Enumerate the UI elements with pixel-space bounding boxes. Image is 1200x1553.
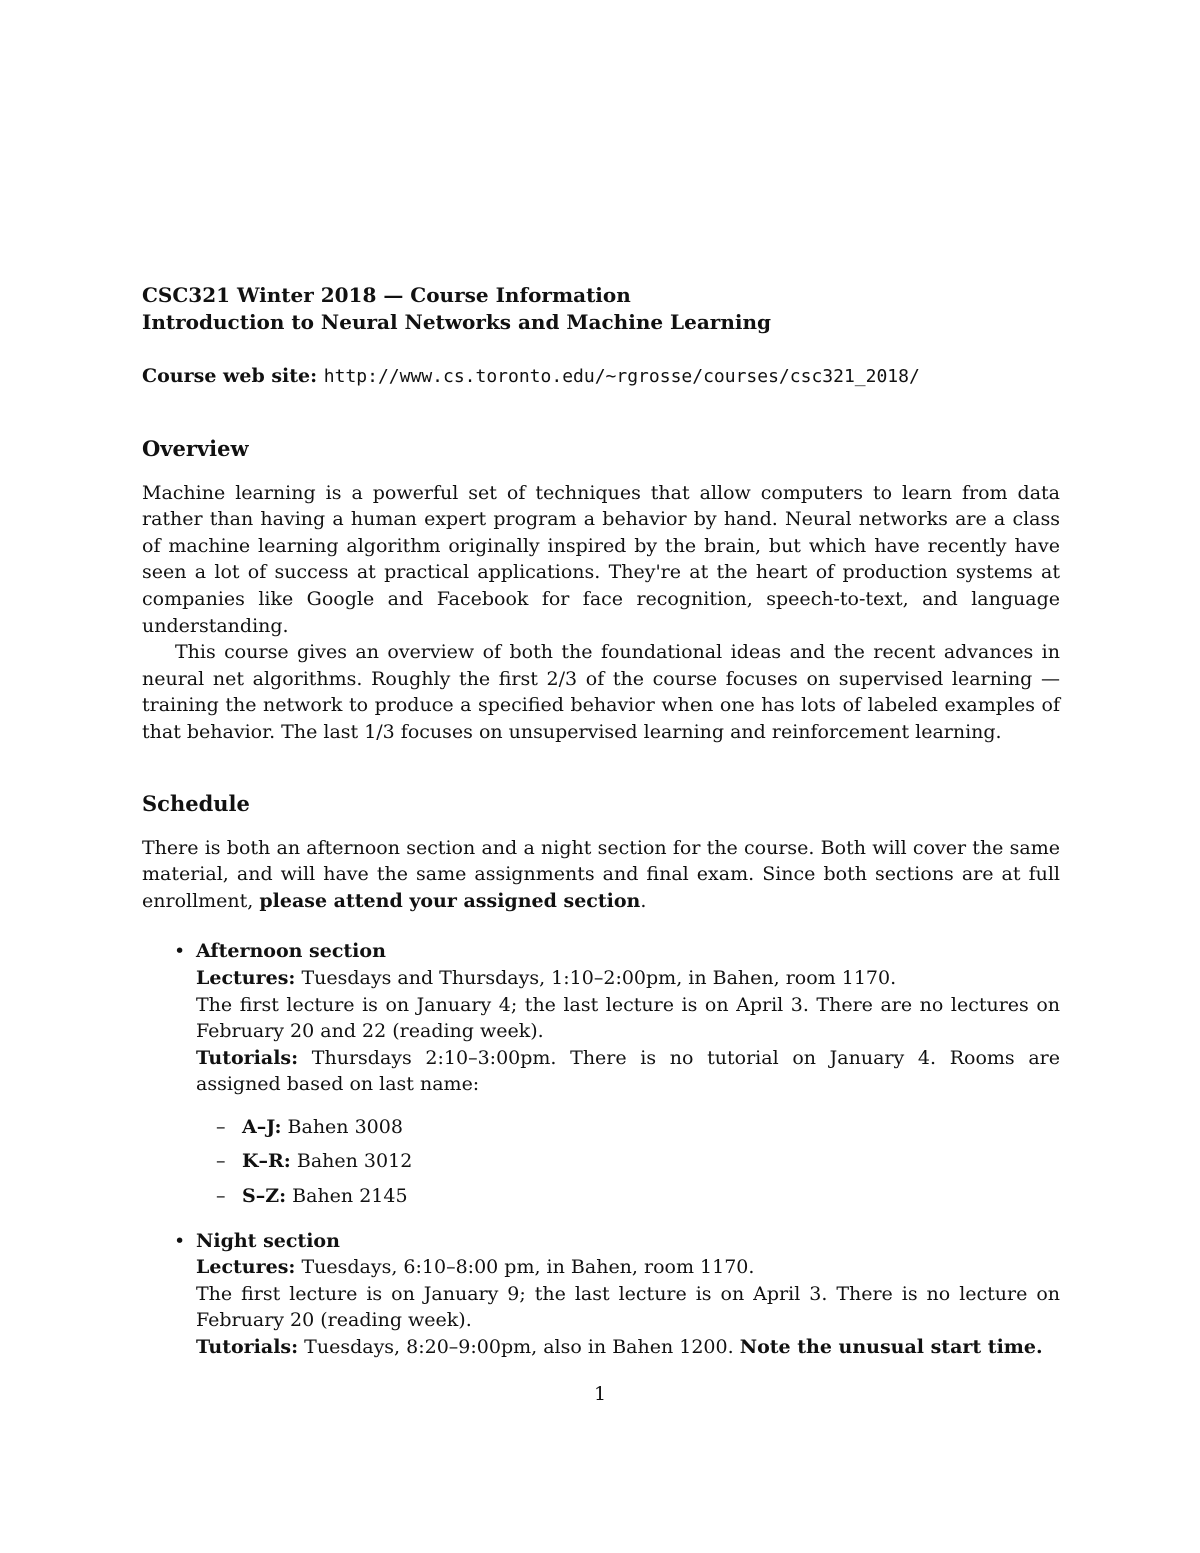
overview-paragraph-1: Machine learning is a powerful set of techniques that allow computers to learn from data rather than having a human expert program a behavior by hand. Neural networks are a class of machine learning algorithm originally inspired by the brain, but which have recently have seen a lot of success at practical applications. They're at the heart of production systems at companies like Google and Facebook for face recognition, speech-to-text, and language understanding. — [142, 481, 1060, 637]
schedule-heading: Schedule — [142, 790, 250, 816]
course-website-line — [142, 363, 1060, 391]
room-item-k-r — [196, 1148, 1060, 1175]
website-label: Course web site: — [142, 365, 318, 387]
room-name: Bahen 2145 — [292, 1185, 408, 1208]
room-range: S–Z: — [242, 1185, 287, 1208]
dash-icon: – — [216, 1185, 226, 1208]
afternoon-dates: The first lecture is on January 4; the last lecture is on April 3. There are no lectures on February 20 and 22 (reading week). — [196, 993, 1060, 1043]
night-tutorials — [196, 1334, 1060, 1361]
night-tutorials-label: Tutorials: — [196, 1336, 299, 1359]
dash-icon: – — [216, 1115, 226, 1138]
night-dates: The first lecture is on January 9; the last lecture is on April 3. There is no lecture on February 20 (reading week). — [196, 1282, 1060, 1332]
overview-heading: Overview — [142, 435, 249, 461]
night-lectures — [196, 1254, 1060, 1281]
tutorial-room-list — [196, 1114, 1060, 1210]
afternoon-lectures-text: Tuesdays and Thursdays, 1:10–2:00pm, in Bahen, room 1170. — [301, 966, 897, 989]
schedule-intro-emphasis: please attend your assigned section — [259, 889, 641, 912]
schedule-intro-end: . — [640, 889, 647, 912]
afternoon-tutorials-text: Thursdays 2:10–3:00pm. There is no tutorial on January 4. Rooms are assigned based on last name: — [196, 1046, 1060, 1096]
section-list — [142, 938, 1060, 1360]
bullet-icon: • — [174, 1229, 186, 1252]
schedule-intro — [142, 835, 1060, 915]
night-tutorials-text: Tuesdays, 8:20–9:00pm, also in Bahen 1200. — [304, 1336, 734, 1359]
night-lectures-label: Lectures: — [196, 1256, 296, 1279]
room-name: Bahen 3008 — [287, 1115, 403, 1138]
room-range: K–R: — [242, 1150, 291, 1173]
schedule-intro-text: There is both an afternoon section and a night section for the course. Both will cover the same material, and will have the same assignments and final exam. Since both sections are at full enrollment, — [142, 836, 1060, 912]
night-section — [142, 1228, 1060, 1361]
night-tutorials-note: Note the unusual start time. — [739, 1336, 1043, 1359]
afternoon-section-title: Afternoon section — [196, 940, 386, 963]
document-page — [142, 282, 1060, 1379]
website-url[interactable]: http://www.cs.toronto.edu/~rgrosse/courses/csc321_2018/ — [323, 366, 920, 387]
overview-paragraph-2: This course gives an overview of both the foundational ideas and the recent advances in neural net algorithms. Roughly the first 2/3 of the course focuses on supervised learning — training the network to produce a specified behavior when one has lots of labeled examples of that behavior. The last 1/3 focuses on unsupervised learning and reinforcement learning. — [142, 641, 1060, 743]
afternoon-lectures — [196, 965, 1060, 992]
afternoon-tutorials-label: Tutorials: — [196, 1046, 299, 1069]
document-subtitle: Introduction to Neural Networks and Machine Learning — [142, 310, 771, 334]
afternoon-tutorials — [196, 1045, 1060, 1098]
document-title: CSC321 Winter 2018 — Course Information — [142, 283, 631, 307]
afternoon-lectures-label: Lectures: — [196, 966, 296, 989]
room-name: Bahen 3012 — [296, 1150, 413, 1173]
page-number: 1 — [593, 1383, 607, 1405]
bullet-icon: • — [174, 940, 186, 963]
room-item-s-z — [196, 1183, 1060, 1210]
room-item-a-j — [196, 1114, 1060, 1141]
room-range: A–J: — [242, 1115, 282, 1138]
afternoon-section — [142, 938, 1060, 1209]
night-lectures-text: Tuesdays, 6:10–8:00 pm, in Bahen, room 1170. — [301, 1256, 755, 1279]
night-section-title: Night section — [196, 1229, 340, 1252]
dash-icon: – — [216, 1150, 226, 1173]
